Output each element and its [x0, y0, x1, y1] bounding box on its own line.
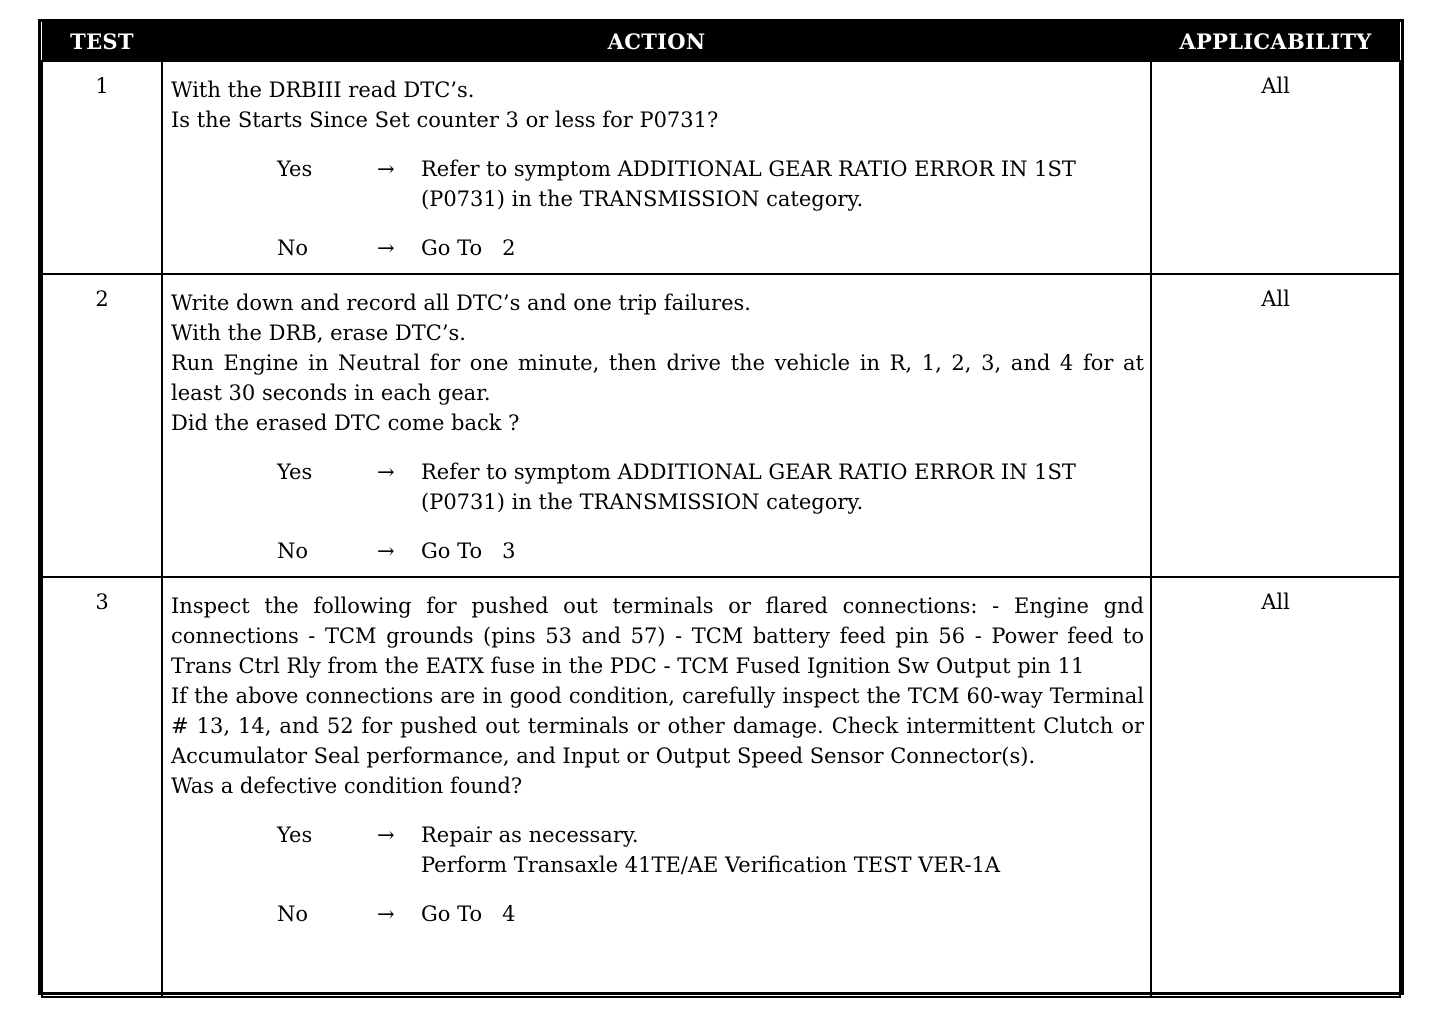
table-row	[42, 274, 1400, 577]
arrow-icon: →	[377, 157, 395, 181]
yes-label: Yes	[277, 460, 313, 484]
yes-text: (P0731) in the TRANSMISSION category.	[421, 490, 864, 514]
table-row	[42, 61, 1400, 274]
action-line: Was a defective condition found?	[171, 774, 523, 798]
arrow-icon: →	[377, 539, 395, 563]
no-label: No	[277, 236, 309, 260]
action-line: With the DRBIII read DTC’s.	[171, 78, 475, 102]
header-row	[42, 22, 1400, 61]
arrow-icon: →	[377, 823, 395, 847]
test-table	[41, 22, 1401, 998]
yes-label: Yes	[277, 157, 313, 181]
applicability-value: All	[1151, 61, 1400, 274]
yes-text: Refer to symptom ADDITIONAL GEAR RATIO ERROR IN 1ST	[421, 460, 1076, 484]
action-line: Did the erased DTC come back ?	[171, 411, 520, 435]
yes-text: (P0731) in the TRANSMISSION category.	[421, 187, 864, 211]
action-cell	[162, 61, 1151, 274]
action-cell	[162, 274, 1151, 577]
no-text: Go To 2	[421, 236, 516, 260]
yes-text: Refer to symptom ADDITIONAL GEAR RATIO ERROR IN 1ST	[421, 157, 1076, 181]
no-text: Go To 4	[421, 902, 516, 926]
no-label: No	[277, 902, 309, 926]
action-line: Is the Starts Since Set counter 3 or less for P0731?	[171, 108, 719, 132]
applicability-value: All	[1151, 577, 1400, 997]
test-number: 1	[42, 61, 162, 274]
action-cell	[162, 577, 1151, 997]
diagnostic-table	[38, 19, 1404, 995]
header-test: TEST	[42, 22, 162, 61]
arrow-icon: →	[377, 460, 395, 484]
yes-text: Repair as necessary.	[421, 823, 639, 847]
action-line: Write down and record all DTC’s and one trip failures.	[171, 291, 751, 315]
no-answer	[171, 899, 1144, 929]
action-line: Inspect the following for pushed out terminals or flared connections: - Engine gnd connections - TCM grounds (pins 53 and 57) - TCM battery feed pin 56 - Power feed to Trans Ctrl Rly from the EATX fuse in the PDC - TCM Fused Ignition Sw Output pin 11	[171, 594, 1144, 678]
header-action: ACTION	[162, 22, 1151, 61]
action-line: If the above connections are in good condition, carefully inspect the TCM 60-way Terminal # 13, 14, and 52 for pushed out terminals or other damage. Check intermittent Clutch or Accumulator Seal performance, and Input or Output Speed Sensor Connector(s).	[171, 684, 1144, 768]
no-text: Go To 3	[421, 539, 516, 563]
no-answer	[171, 233, 1144, 263]
no-answer	[171, 536, 1144, 566]
test-number: 2	[42, 274, 162, 577]
yes-label: Yes	[277, 823, 313, 847]
yes-text: Perform Transaxle 41TE/AE Verification TEST VER-1A	[421, 853, 1001, 877]
yes-answer	[171, 154, 1144, 214]
table-row	[42, 577, 1400, 997]
arrow-icon: →	[377, 902, 395, 926]
arrow-icon: →	[377, 236, 395, 260]
no-label: No	[277, 539, 309, 563]
action-line: Run Engine in Neutral for one minute, then drive the vehicle in R, 1, 2, 3, and 4 for at least 30 seconds in each gear.	[171, 351, 1144, 405]
action-line: With the DRB, erase DTC’s.	[171, 321, 466, 345]
yes-answer	[171, 457, 1144, 517]
header-applicability: APPLICABILITY	[1151, 22, 1400, 61]
yes-answer	[171, 820, 1144, 880]
test-number: 3	[42, 577, 162, 997]
applicability-value: All	[1151, 274, 1400, 577]
